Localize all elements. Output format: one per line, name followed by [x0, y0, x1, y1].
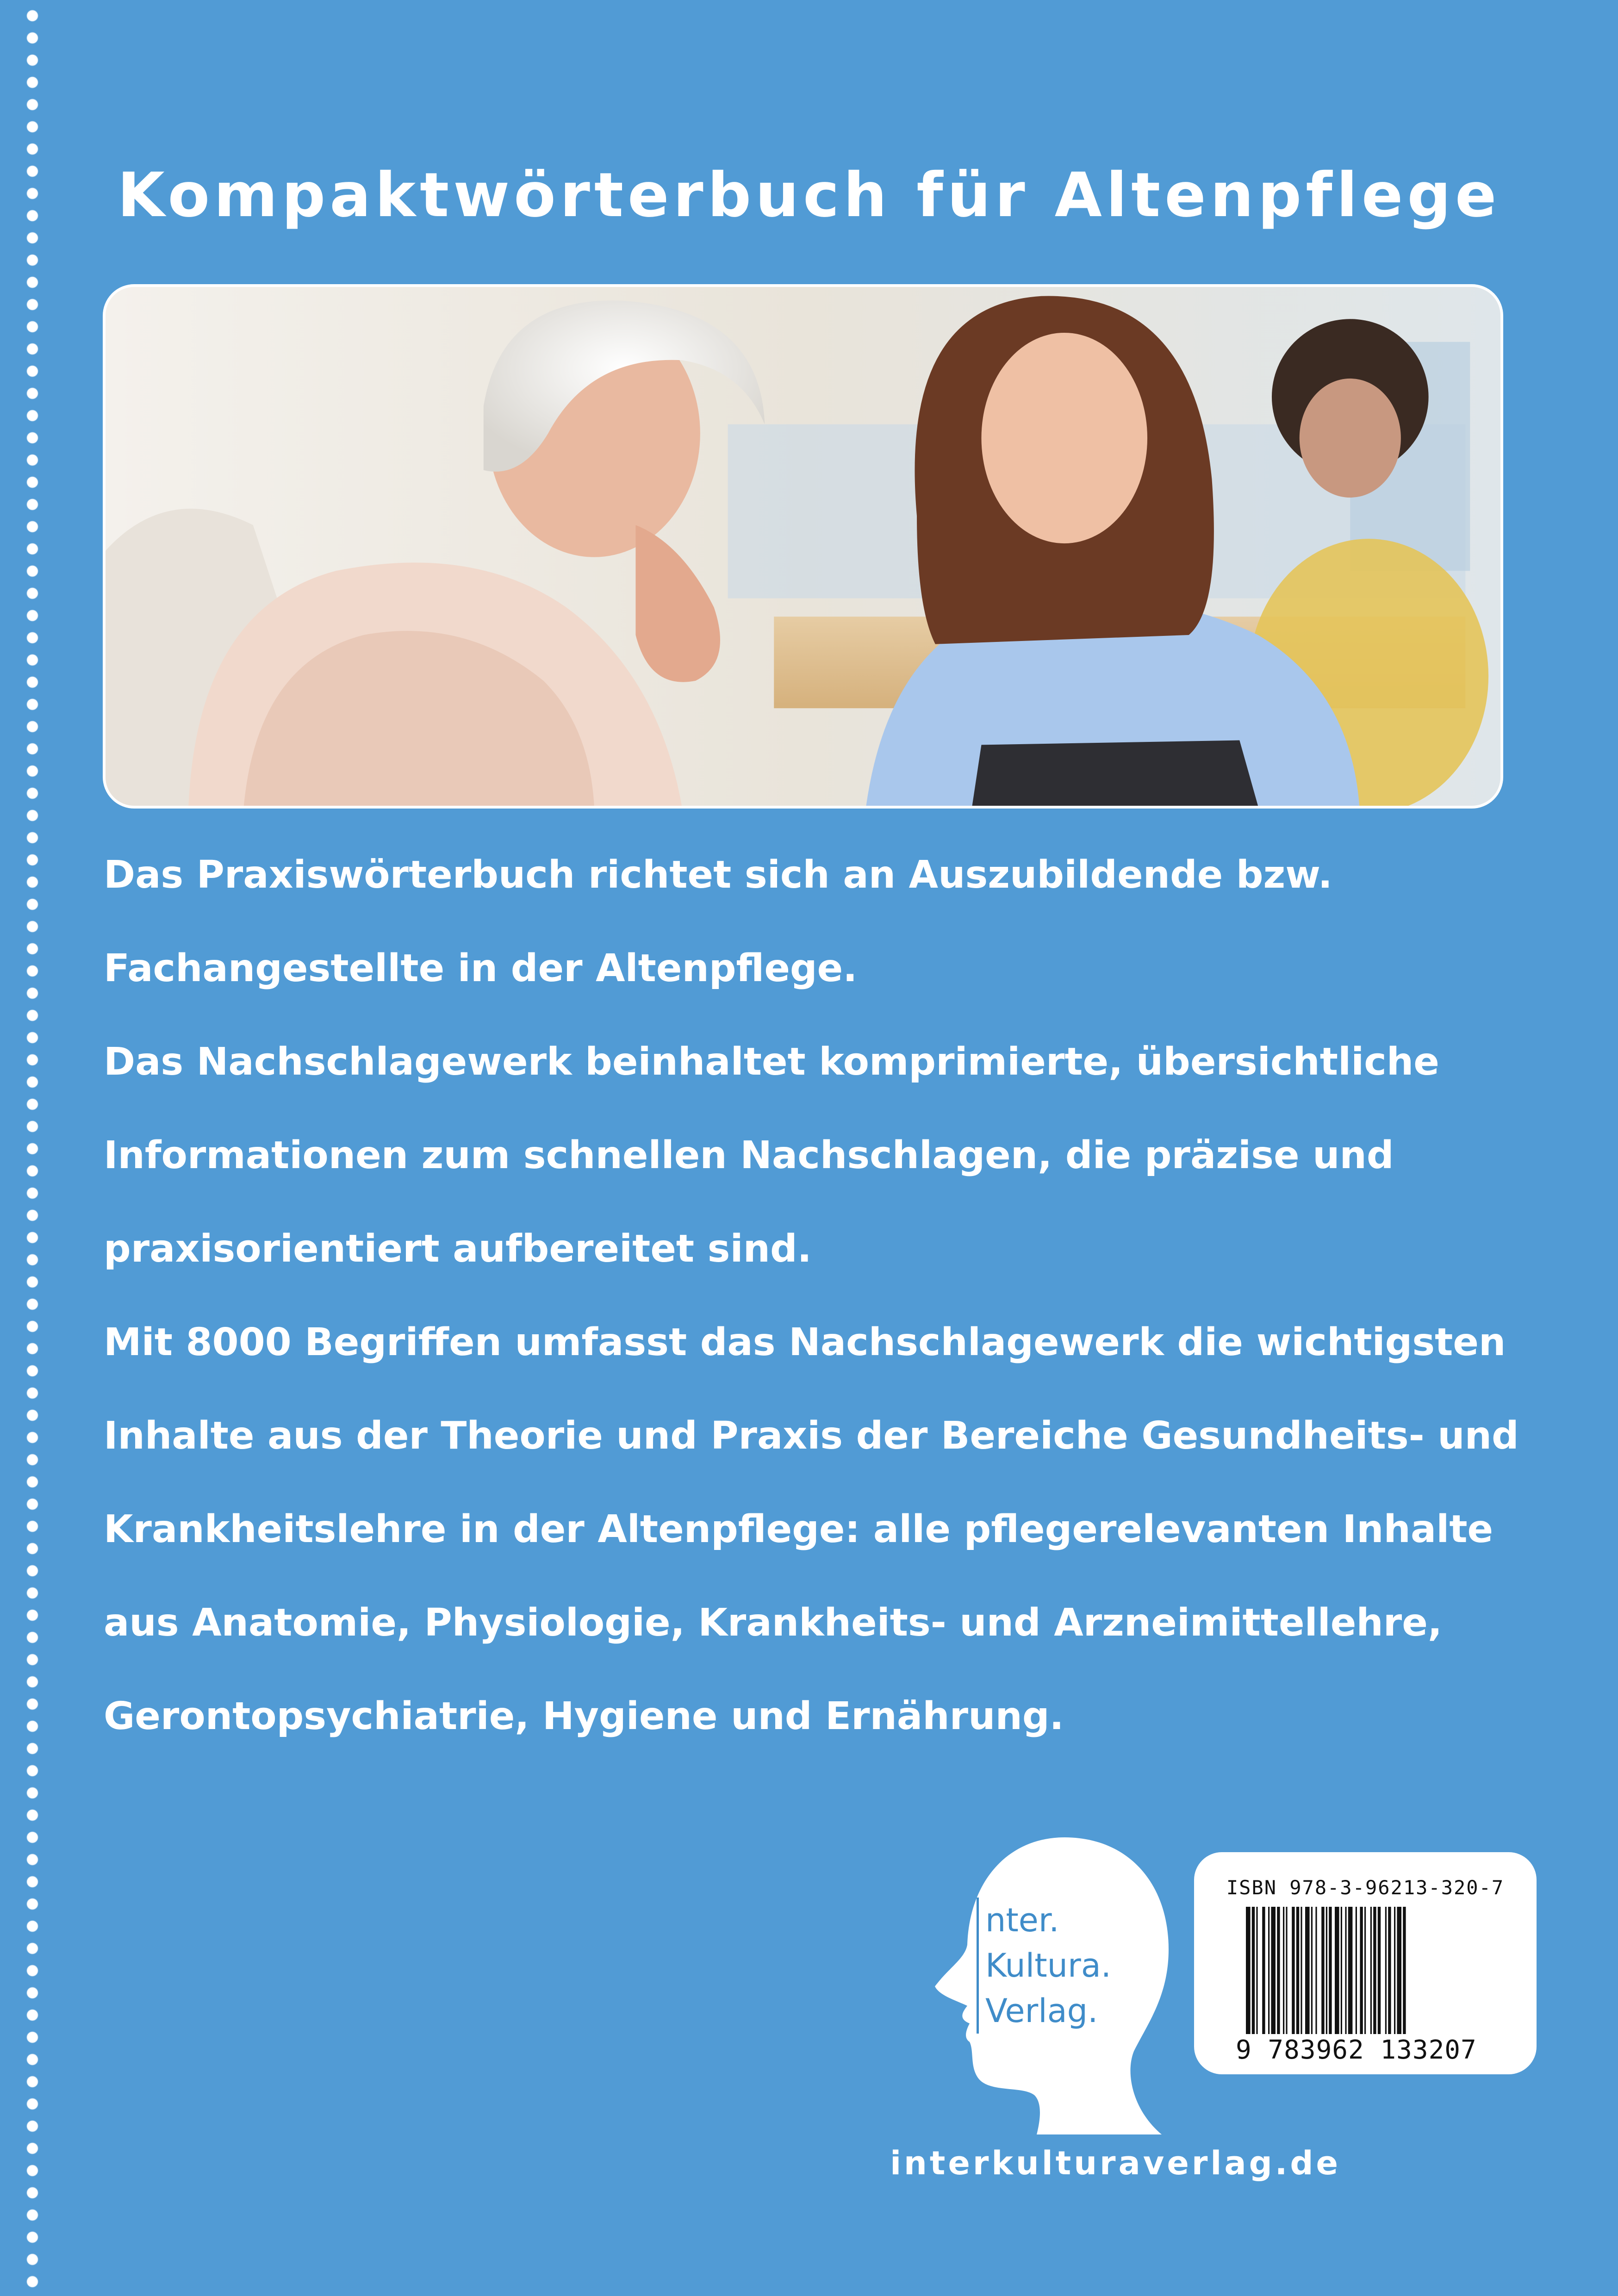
barcode-bar: [1348, 1907, 1353, 2034]
publisher-url: interkulturaverlag.de: [890, 2144, 1341, 2182]
barcode-bar: [1345, 1907, 1346, 2034]
description-line: Inhalte aus der Theorie und Praxis der Bereiche Gesundheits- und: [104, 1414, 1519, 1458]
barcode-bar: [1356, 1907, 1357, 2034]
description-text: [104, 828, 1520, 1763]
barcode-bar: [1296, 1907, 1299, 2034]
logo-line: nter.: [985, 1901, 1059, 1939]
barcode-bar: [1286, 1907, 1287, 2034]
description-line: praxisorientiert aufbereitet sind.: [104, 1227, 812, 1271]
caregiver-photo-illustration: [106, 287, 1500, 806]
barcode-bar: [1315, 1907, 1317, 2034]
barcode-bar: [1305, 1907, 1310, 2034]
barcode-bar: [1283, 1907, 1284, 2034]
barcode-bar: [1335, 1907, 1339, 2034]
description-line: aus Anatomie, Physiologie, Krankheits- und Arzneimittellehre,: [104, 1601, 1442, 1645]
description-line: Das Praxiswörterbuch richtet sich an Auszubildende bzw.: [104, 853, 1332, 897]
description-line: Fachangestellte in der Altenpflege.: [104, 946, 858, 990]
barcode-bar: [1256, 1907, 1257, 2034]
spiral-binding-dots: [23, 0, 42, 2296]
description-line: Das Nachschlagewerk beinhaltet komprimierte, übersichtliche: [104, 1040, 1439, 1084]
barcode-bar: [1277, 1907, 1280, 2034]
barcode-bar: [1403, 1907, 1406, 2034]
publisher-logo-text: [977, 1898, 1111, 2034]
barcode-bar: [1321, 1907, 1324, 2034]
ean-digits: 9 783962 133207: [1236, 2035, 1477, 2065]
barcode-bar: [1364, 1907, 1366, 2034]
barcode-bar: [1252, 1907, 1255, 2034]
barcode-bar: [1262, 1907, 1265, 2034]
book-title: Kompaktwörterbuch für Altenpflege: [117, 160, 1501, 231]
barcode-bar: [1341, 1907, 1342, 2034]
barcode-bar: [1385, 1907, 1387, 2034]
barcode-bar: [1378, 1907, 1381, 2034]
barcode-bar: [1360, 1907, 1363, 2034]
description-line: Mit 8000 Begriffen umfasst das Nachschlagewerk die wichtigsten: [104, 1320, 1506, 1364]
barcode-bars: [1246, 1907, 1491, 2034]
barcode-bar: [1246, 1907, 1251, 2034]
barcode-bar: [1292, 1907, 1294, 2034]
barcode-bar: [1329, 1907, 1332, 2034]
barcode-icon: [1246, 1907, 1491, 2034]
logo-line: Kultura.: [985, 1947, 1111, 1985]
barcode-bar: [1394, 1907, 1395, 2034]
publisher-logo: [930, 1834, 1171, 2137]
barcode-bar: [1397, 1907, 1401, 2034]
barcode-bar: [1370, 1907, 1372, 2034]
description-line: Krankheitslehre in der Altenpflege: alle pflegerelevanten Inhalte: [104, 1507, 1494, 1551]
barcode-bar: [1373, 1907, 1376, 2034]
barcode-bar: [1268, 1907, 1270, 2034]
barcode-bar: [1301, 1907, 1302, 2034]
barcode-bar: [1326, 1907, 1327, 2034]
isbn-label: ISBN 978-3-96213-320-7: [1226, 1876, 1505, 1899]
description-line: Gerontopsychiatrie, Hygiene und Ernährung.: [104, 1694, 1064, 1738]
barcode-box: [1194, 1852, 1537, 2074]
description-line: Informationen zum schnellen Nachschlagen, die präzise und: [104, 1133, 1394, 1177]
cover-photo: [103, 284, 1503, 809]
barcode-bar: [1388, 1907, 1391, 2034]
barcode-bar: [1311, 1907, 1313, 2034]
barcode-bar: [1271, 1907, 1276, 2034]
logo-line: Verlag.: [985, 1992, 1098, 2030]
